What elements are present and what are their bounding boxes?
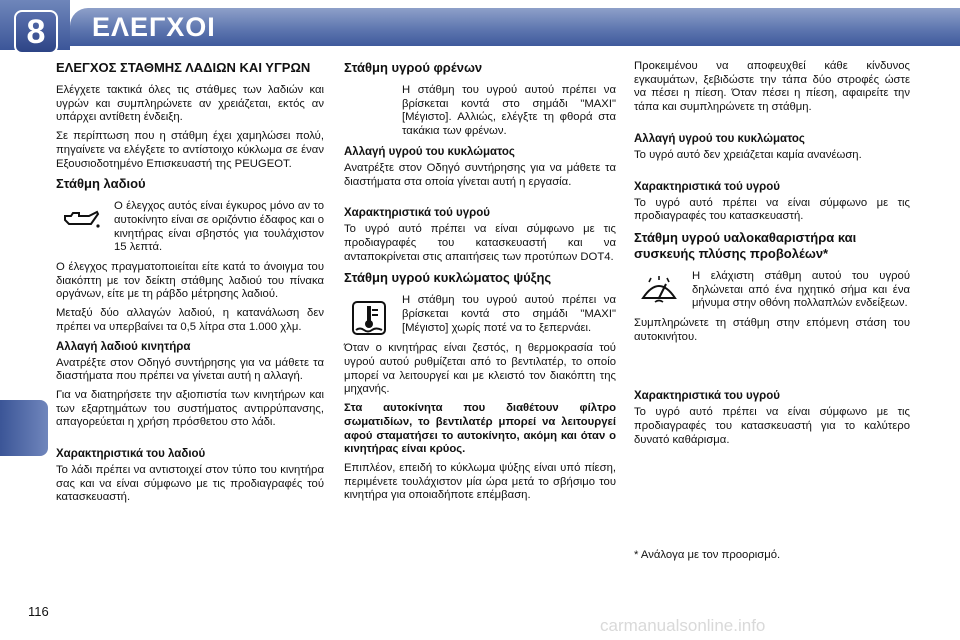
paragraph: Ανατρέξτε στον Οδηγό συντήρησης για να μάθετε τα διαστήματα στα οποία γίνεται αυτή η εργασία.	[344, 161, 616, 188]
page-number: 116	[28, 604, 49, 619]
paragraph: Το υγρό αυτό πρέπει να είναι σύμφωνο με τις προδιαγραφές του κατασκευαστή.	[634, 196, 910, 223]
heading-brake-fluid: Στάθμη υγρού φρένων	[344, 60, 483, 75]
brake-fluid-block	[344, 84, 616, 139]
paragraph: Η στάθμη του υγρού αυτού πρέπει να βρίσκεται κοντά στο σημάδι "MAXI" [Μέγιστο]. Αλλιώς, ελέγξτε τη φθορά στα τακάκια των φρένων.	[402, 84, 616, 138]
paragraph: Σε περίπτωση που η στάθμη έχει χαμηλώσει πολύ, πηγαίνετε να ελέγξετε το αντίστοιχο κύκλωμα σε έναν Εξουσιοδοτημένο Επισκευαστή της PEUGEOT.	[56, 130, 324, 170]
heading-washer-spec: Χαρακτηριστικά του υγρού	[634, 390, 780, 403]
coolant-temperature-icon	[344, 294, 394, 336]
heading-oil-level: Στάθμη λαδιού	[56, 176, 146, 192]
washer-fluid-block	[634, 270, 910, 311]
heading-brake-change: Αλλαγή υγρού του κυκλώματος	[344, 145, 515, 158]
paragraph: Ο έλεγχος αυτός είναι έγκυρος μόνο αν το αυτοκίνητο είναι σε οριζόντιο έδαφος και ο κινητήρας είναι σβηστός για τουλάχιστον 15 λεπτά.	[114, 200, 324, 254]
chapter-title: ΕΛΕΓΧΟΙ	[92, 12, 216, 42]
paragraph: Το λάδι πρέπει να αντιστοιχεί στον τύπο του κινητήρα σας και να είναι σύμφωνο με τις προδιαγραφές τού κατασκευαστή.	[56, 464, 324, 504]
heading-coolant-spec: Χαρακτηριστικά τού υγρού	[634, 180, 780, 193]
paragraph: Συμπληρώνετε τη στάθμη στην επόμενη στάση του αυτοκινήτου.	[634, 317, 910, 343]
side-chapter-tab	[0, 400, 48, 456]
washer-fluid-icon	[634, 270, 684, 311]
paragraph: Ελέγχετε τακτικά όλες τις στάθμες των λαδιών και υγρών και συμπληρώνετε αν χρειάζεται, εκτός αν υπάρχει αντίθετη ένδειξη.	[56, 84, 324, 124]
paragraph: Για να διατηρήσετε την αξιοπιστία των κινητήρων και των εξαρτημάτων του συστήματος αντιρρύπανσης, απαγορεύεται η χρήση πρόσθετου στο λάδι.	[56, 388, 324, 429]
paragraph: Το υγρό αυτό πρέπει να είναι σύμφωνο με τις προδιαγραφές του κατασκευαστή και να ανταποκρίνεται στις απαιτήσεις των προτύπων DOT4.	[344, 223, 616, 263]
oil-level-block	[56, 200, 324, 255]
heading-washer-fluid: Στάθμη υγρού υαλοκαθαριστήρα και συσκευής πλύσης προβολέων*	[634, 229, 857, 261]
chapter-number-badge: 8	[14, 10, 58, 54]
heading-brake-spec: Χαρακτηριστικά τού υγρού	[344, 207, 490, 220]
paragraph: Το υγρό αυτό πρέπει να είναι σύμφωνο με τις προδιαγραφές του κατασκευαστή για το καλύτερο δυνατό καθάρισμα.	[634, 406, 910, 446]
paragraph: Ο έλεγχος πραγματοποιείται είτε κατά το άνοιγμα του διακόπτη με τον δείκτη στάθμης λαδιού του πίνακα οργάνων, είτε με τη ράβδο μέτρησης λαδιού.	[56, 261, 324, 301]
section-title-fluid-levels: ΕΛΕΓΧΟΣ ΣΤΑΘΜΗΣ ΛΑΔΙΩΝ ΚΑΙ ΥΓΡΩΝ	[56, 60, 311, 75]
warning-paragraph: Στα αυτοκίνητα που διαθέτουν φίλτρο σωματιδίων, το βεντιλατέρ μπορεί να λειτουργεί αφού σταματήσει το αυτοκίνητο, ακόμη και όταν ο κινητήρας είναι κρύος.	[344, 402, 616, 456]
paragraph: Ανατρέξτε στον Οδηγό συντήρησης για να μάθετε τα διαστήματα που πρέπει να γίνεται αυτή η αλλαγή.	[56, 356, 324, 383]
column-2	[344, 60, 616, 508]
oil-can-icon	[56, 200, 106, 255]
footnote: * Ανάλογα με τον προορισμό.	[634, 548, 781, 561]
column-3	[634, 60, 910, 567]
paragraph: Μεταξύ δύο αλλαγών λαδιού, η κατανάλωση δεν πρέπει να υπερβαίνει τα 0,5 λίτρα στα 1.000 χλμ.	[56, 307, 324, 333]
paragraph: Η στάθμη του υγρού αυτού πρέπει να βρίσκεται κοντά στο σημάδι "MAXI" [Μέγιστο] χωρίς ποτέ να το ξεπερνάει.	[402, 294, 616, 334]
heading-oil-change: Αλλαγή λαδιού κινητήρα	[56, 340, 191, 353]
heading-oil-spec: Χαρακτηριστικά του λαδιού	[56, 448, 206, 461]
paragraph: Προκειμένου να αποφευχθεί κάθε κίνδυνος εγκαυμάτων, ξεβιδώστε την τάπα δύο στροφές ώστε να πέσει η πίεση. Όταν πέσει η πίεση, αφαιρείτε την τάπα και συμπληρώνετε τη στάθμη.	[634, 60, 910, 114]
column-1	[56, 60, 324, 510]
heading-coolant-change: Αλλαγή υγρού του κυκλώματος	[634, 132, 805, 145]
paragraph: Όταν ο κινητήρας είναι ζεστός, η θερμοκρασία τού υγρού αυτού ρυθμίζεται από το βεντιλατέρ, το οποίο μπορεί να λειτουργεί και με κλειστό τον διακόπτη της μηχανής.	[344, 342, 616, 396]
heading-coolant: Στάθμη υγρού κυκλώματος ψύξης	[344, 270, 552, 286]
paragraph: Η ελάχιστη στάθμη αυτού του υγρού δηλώνεται από ένα ηχητικό σήμα και ένα μήνυμα στην οθόνη πολλαπλών ενδείξεων.	[692, 269, 910, 310]
brake-icon	[344, 84, 394, 139]
watermark: carmanualsonline.info	[600, 616, 766, 635]
coolant-block	[344, 294, 616, 336]
paragraph: Επιπλέον, επειδή το κύκλωμα ψύξης είναι υπό πίεση, περιμένετε τουλάχιστον μία ώρα μετά το σβήσιμο του κινητήρα για οποιαδήποτε επέμβαση.	[344, 461, 616, 502]
paragraph: Το υγρό αυτό δεν χρειάζεται καμία ανανέωση.	[634, 148, 862, 161]
page-header	[0, 0, 960, 50]
